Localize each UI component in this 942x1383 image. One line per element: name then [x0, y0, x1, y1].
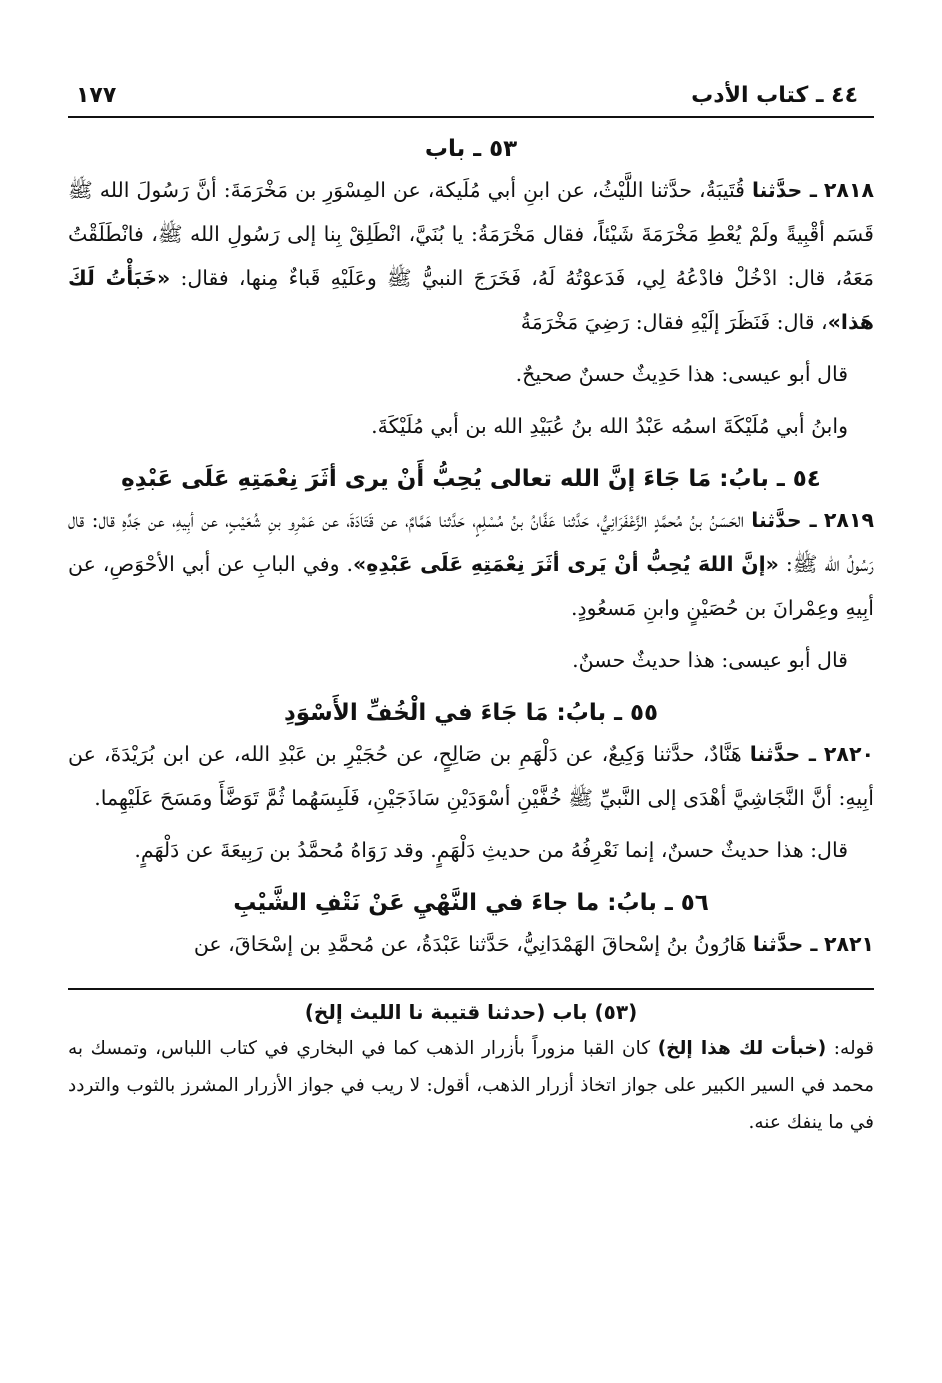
hadith-text: قُتَيبَةُ، حدَّثنا اللَّيْثُ، عن ابنِ أبي مُلَيكة، عن المِسْوَرِ بن مَخْرَمَةَ: أنَّ رَسُولَ الله ﷺ قَسَم أقْبِيةً ولَمْ يُعْطِ مَخْرَمَةَ شَيْئاً، فقال مَخْرَمَةُ: يا بُنَيَّ، انْطَلِقْ بِنا إلى رَسُولِ الله ﷺ، فانْطَلَقْتُ مَعَهُ، قال: ادْخُلْ فادْعُهُ لِي، فَدَعوْتُهُ لَهُ، فَخَرَجَ النبيُّ ﷺ وعَلَيْهِ قَباءٌ مِنها، فقال:	[68, 178, 875, 290]
footnote-quote: (خبأت لك هذا إلخ)	[657, 1038, 827, 1059]
hadith-2821	[68, 922, 874, 966]
hadith-lead: ـ حدَّثنا	[751, 508, 817, 532]
hadith-number: ٢٨١٨	[823, 178, 874, 202]
grading-note: قال أبو عيسى: هذا حديثٌ حسنٌ.	[572, 648, 848, 672]
hadith-text-end: . وفي البابِ عن أبي الأحْوَصِ، عن أبِيهِ وعِمْرانَ بن حُصَيْنٍ وابنِ مَسعُودٍ.	[68, 552, 874, 620]
hadith-text: الحَسَنُ بنُ مُحمَّدٍ الزَّعْفَرَانِيُّ، حَدَّثنا عَفَّانُ بنُ مُسْلِمٍ، حَدَّثنا هَمَّامٌ، عن قَتَادَةَ، عن عَمْرِو بنِ شُعَيْبٍ، عن أبِيهِ، عن جَدِّهِ قال: قال رَسُولُ الله ﷺ:	[68, 508, 874, 576]
hadith-lead: ـ حدَّثنا	[751, 178, 817, 202]
footnote-intro: قوله:	[826, 1038, 874, 1059]
chapter-label: ٤٤ ـ كتاب الأدب	[691, 83, 858, 108]
chapter-title-54: ٥٤ ـ بابُ: مَا جَاءَ إنَّ الله تعالى يُحِبُّ أَنْ يرى أثَرَ نِعْمَتِهِ عَلَى عَبْدِهِ	[121, 466, 821, 492]
running-header	[68, 70, 874, 108]
page-number: ١٧٧	[76, 83, 117, 108]
hadith-text: هَارُونُ بنُ إسْحاقَ الهَمْدَانِيُّ، حَدَّثنا عَبْدَةُ، عن مُحمَّدِ بن إسْحَاقَ، عن	[193, 932, 753, 956]
chapter-title-56: ٥٦ ـ بابُ: ما جاءَ في النَّهْيِ عَنْ نَتْفِ الشَّيْبِ	[233, 890, 709, 916]
hadith-2818	[68, 168, 874, 344]
hadith-2820	[68, 732, 874, 820]
footnote-text: كان القبا مزوراً بأزرار الذهب كما في البخاري في كتاب اللباس، وتمسك به محمد في السير الكبير على جواز اتخاذ أزرار الذهب، أقول: لا ريب في جواز الأزرار المشرز بالثوب والتردد في ما ينفك عنه.	[68, 1038, 874, 1133]
narrator-note: وابنُ أبي مُلَيْكَةَ اسمُه عَبْدُ الله بنُ عُبَيْدِ الله بن أبي مُلَيْكَةَ.	[371, 414, 848, 438]
hadith-number: ٢٨٢٠	[823, 742, 874, 766]
footnote-body	[68, 1030, 874, 1141]
hadith-lead: ـ حدَّثنا	[752, 932, 818, 956]
hadith-quote: «خَبَأْتُ لَكَ هَذا»	[68, 266, 874, 334]
footnote-divider	[68, 988, 874, 990]
hadith-text-end: ، قال: فَنَظَرَ إلَيْهِ فقال: رَضِيَ مَخْرَمَةُ	[520, 310, 828, 334]
hadith-text: هَنَّادٌ، حدَّثنا وَكِيعٌ، عن دَلْهَمِ بن صَالِحٍ، عن حُجَيْرِ بن عَبْدِ الله، عن ابن بُرَيْدَةَ، عن أبِيهِ: أنَّ النَّجَاشِيَّ أهْدَى إلى النَّبيِّ ﷺ خُفَّيْنِ أسْوَدَيْنِ سَاذَجَيْنِ، فَلَبِسَهُما ثُمَّ تَوَضَّأَ ومَسَحَ عَلَيْهِما.	[68, 742, 874, 810]
footnote-title: (٥٣) باب (حدثنا قتيبة نا الليث إلخ)	[304, 1000, 638, 1024]
grading-note: قال: هذا حديثٌ حسنٌ، إنما نَعْرِفُهُ من حديثِ دَلْهَمٍ. وقد رَوَاهُ مُحمَّدُ بن رَبِيعَةَ عن دَلْهَمٍ.	[134, 838, 848, 862]
hadith-number: ٢٨٢١	[823, 932, 874, 956]
chapter-title-53: ٥٣ ـ باب	[424, 136, 518, 162]
header-divider	[68, 116, 874, 118]
grading-note: قال أبو عيسى: هذا حَدِيثٌ حسنٌ صحيحٌ.	[515, 362, 848, 386]
chapter-title-55: ٥٥ ـ بابُ: مَا جَاءَ في الْخُفِّ الأَسْوَدِ	[283, 700, 659, 726]
hadith-2819	[68, 498, 874, 630]
hadith-quote: «إنَّ اللهَ يُحِبُّ أنْ يَرى أثَرَ نِعْمَتِهِ عَلَى عَبْدِهِ»	[352, 552, 779, 576]
hadith-number: ٢٨١٩	[823, 508, 874, 532]
hadith-lead: ـ حدَّثنا	[749, 742, 816, 766]
